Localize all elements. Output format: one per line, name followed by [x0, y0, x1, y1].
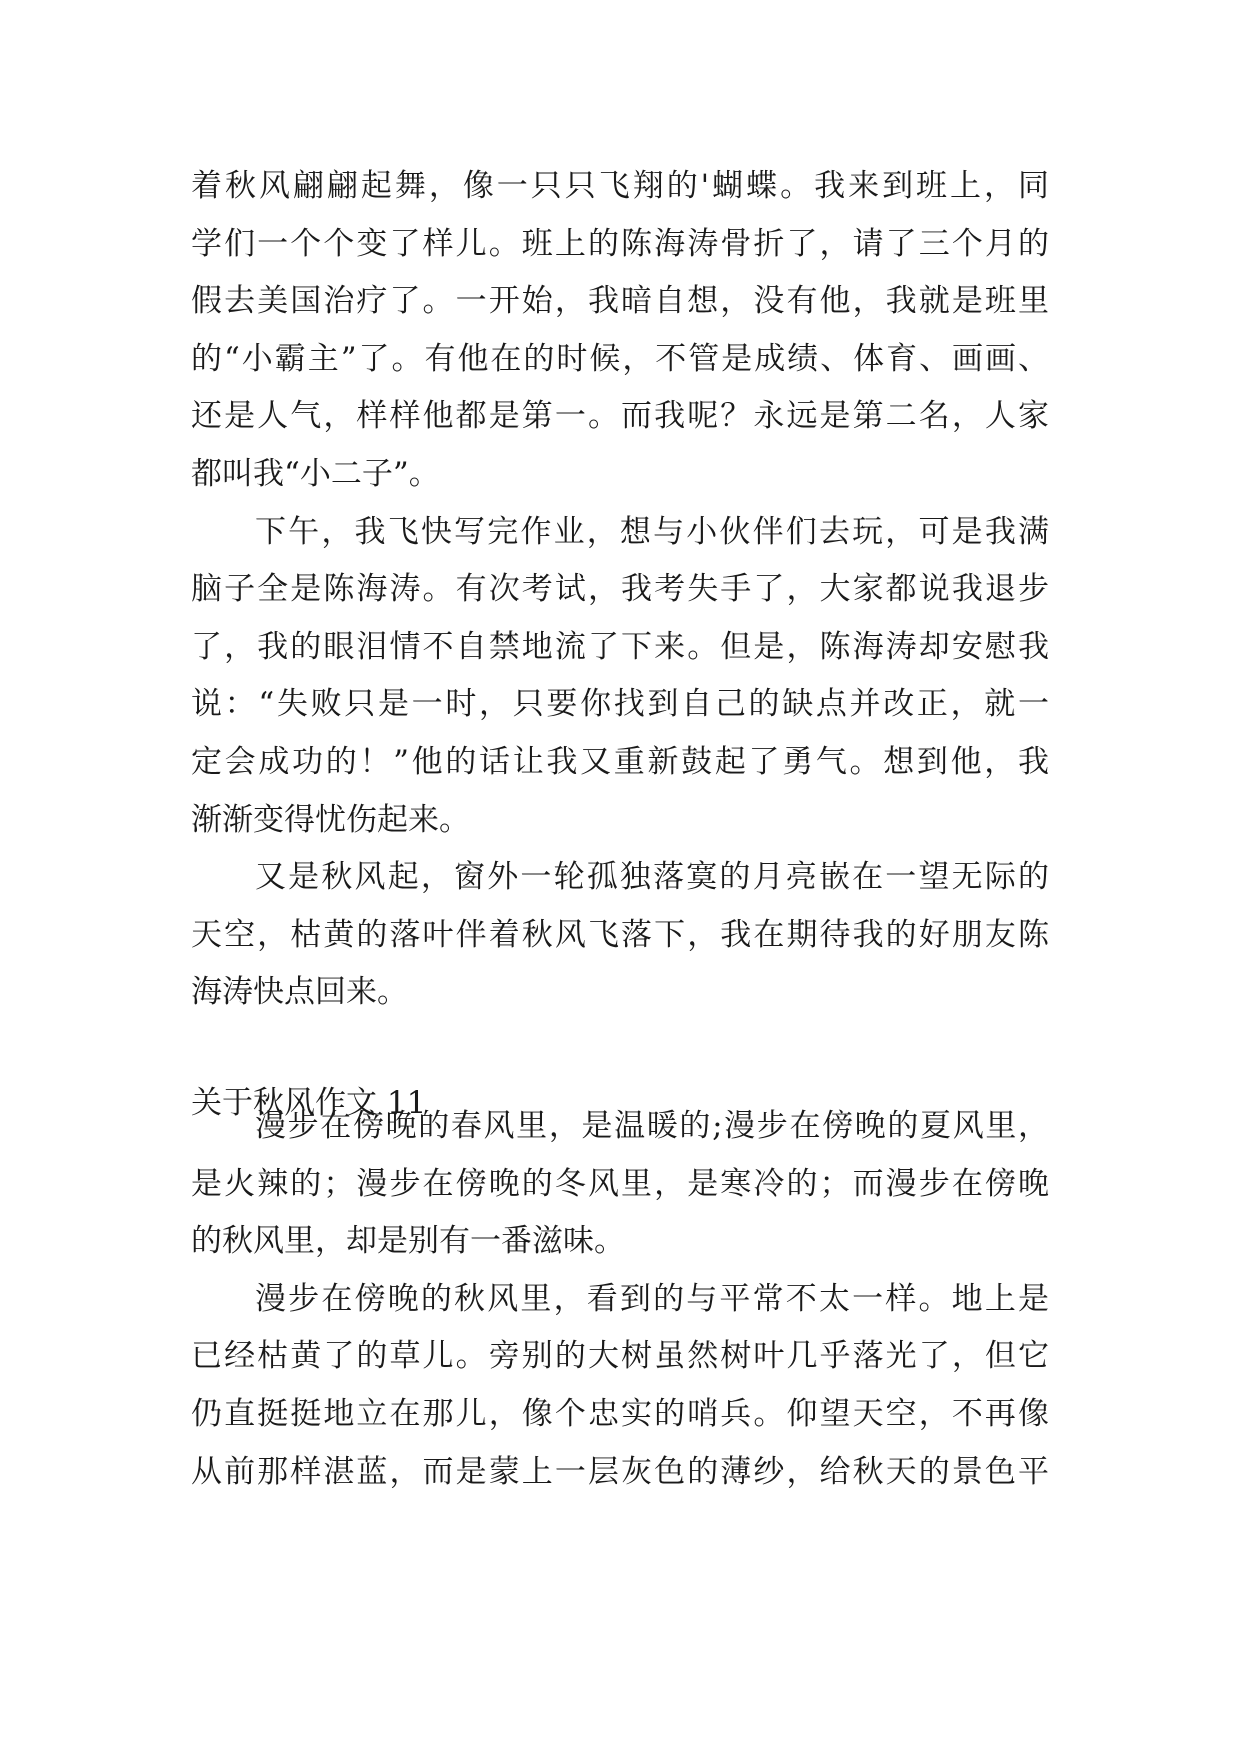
text-line: 从前那样湛蓝，而是蒙上一层灰色的薄纱，给秋天的景色平 — [191, 1453, 1049, 1490]
text-line: 仍直挺挺地立在那儿，像个忠实的哨兵。仰望天空，不再像 — [191, 1395, 1049, 1432]
paragraph-1 — [191, 1098, 1049, 1271]
text-line: 还是人气，样样他都是第一。而我呢？永远是第二名，人家 — [191, 398, 1049, 435]
paragraph-2 — [191, 504, 1049, 850]
essay-section-1 — [191, 158, 1049, 1022]
text-line: 漫步在傍晚的春风里，是温暖的;漫步在傍晚的夏风里， — [255, 1108, 1049, 1144]
paragraph-3 — [191, 849, 1049, 1022]
text-line: 脑子全是陈海涛。有次考试，我考失手了，大家都说我退步 — [191, 571, 1049, 608]
text-line: 定会成功的！”他的话让我又重新鼓起了勇气。想到他，我 — [191, 743, 1049, 780]
text-line: 都叫我“小二子”。 — [191, 455, 440, 492]
text-line: 的秋风里，却是别有一番滋味。 — [191, 1223, 625, 1260]
text-line: 假去美国治疗了。一开始，我暗自想，没有他，我就是班里 — [191, 283, 1049, 320]
text-line: 的“小霸主”了。有他在的时候，不管是成绩、体育、画画、 — [191, 340, 1049, 377]
text-line: 下午，我飞快写完作业，想与小伙伴们去玩，可是我满 — [255, 513, 1049, 550]
text-line: 了，我的眼泪情不自禁地流了下来。但是，陈海涛却安慰我 — [191, 628, 1049, 665]
text-line: 漫步在傍晚的秋风里，看到的与平常不太一样。地上是 — [255, 1280, 1049, 1317]
section-heading: 关于秋风作文 11 — [191, 1085, 427, 1121]
text-line: 又是秋风起，窗外一轮孤独落寞的月亮嵌在一望无际的 — [255, 859, 1049, 896]
text-line: 天空，枯黄的落叶伴着秋风飞落下，我在期待我的好朋友陈 — [191, 916, 1049, 953]
text-line: 是火辣的；漫步在傍晚的冬风里，是寒冷的；而漫步在傍晚 — [191, 1165, 1049, 1202]
text-line: 着秋风翩翩起舞，像一只只飞翔的'蝴蝶。我来到班上，同 — [191, 168, 1049, 204]
text-line: 渐渐变得忧伤起来。 — [191, 801, 470, 838]
text-line: 说：“失败只是一时，只要你找到自己的缺点并改正，就一 — [191, 686, 1049, 723]
paragraph-1 — [191, 158, 1049, 504]
text-line: 海涛快点回来。 — [191, 974, 408, 1011]
essay-section-2 — [191, 1098, 1049, 1501]
text-line: 已经枯黄了的草儿。旁别的大树虽然树叶几乎落光了，但它 — [191, 1338, 1049, 1375]
paragraph-2 — [191, 1271, 1049, 1501]
text-line: 学们一个个变了样儿。班上的陈海涛骨折了，请了三个月的 — [191, 225, 1049, 262]
